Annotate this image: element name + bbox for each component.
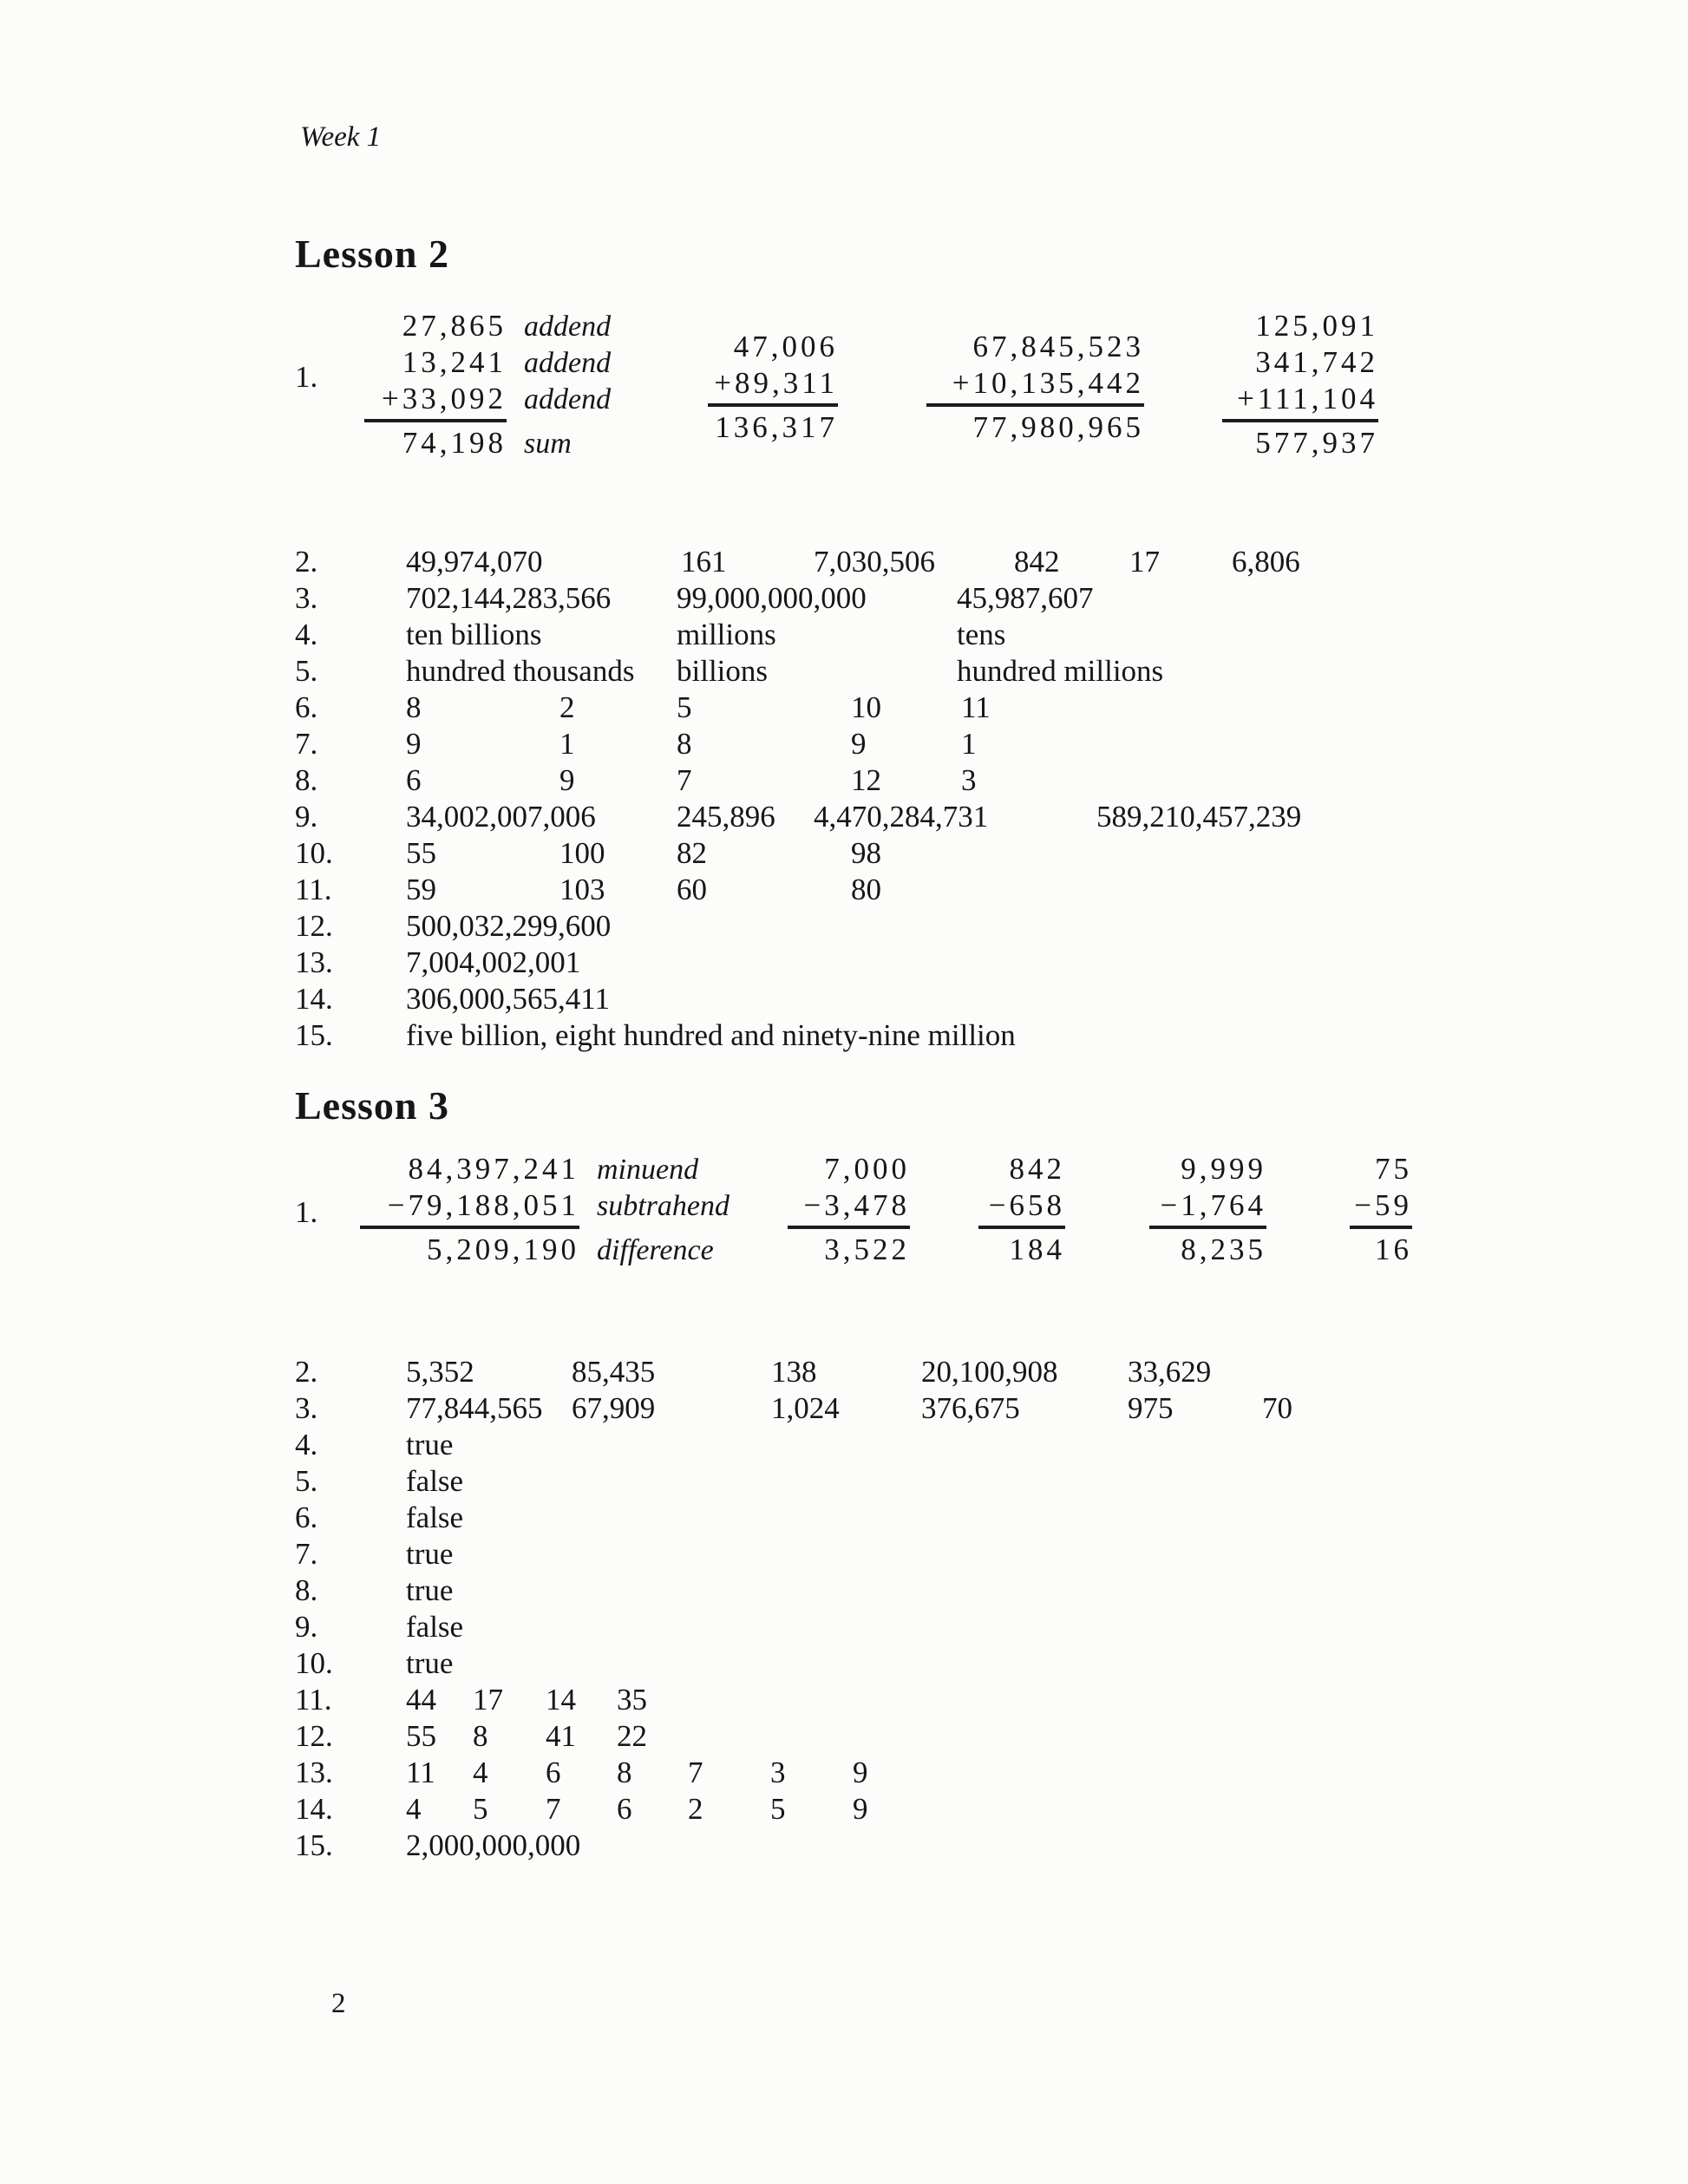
- result-label: difference: [597, 1234, 714, 1266]
- answer-value: 1: [961, 727, 977, 761]
- answer-row: [0, 1828, 1688, 1865]
- answer-value: true: [406, 1573, 454, 1607]
- answer-value: 10: [851, 690, 881, 724]
- answer-value: 8: [473, 1719, 488, 1753]
- item-number: 7.: [295, 727, 318, 761]
- answer-value: 2: [559, 690, 575, 724]
- item-number: 13.: [295, 945, 333, 979]
- answer-value: 60: [677, 873, 707, 906]
- result: 74,198: [364, 419, 507, 461]
- answer-value: 17: [473, 1683, 503, 1716]
- operand: −658: [988, 1188, 1065, 1222]
- answer-value: 6: [406, 763, 422, 797]
- subtraction-stack: [1350, 1151, 1412, 1268]
- item-number: 11.: [295, 873, 332, 906]
- result: 5,209,190: [360, 1226, 579, 1268]
- stack-sum-line: [1222, 419, 1378, 461]
- stack-sum-line: [360, 1226, 730, 1269]
- operand: 7,000: [824, 1152, 910, 1186]
- answer-value: 33,629: [1128, 1355, 1212, 1389]
- answer-value: 7,030,506: [814, 545, 935, 579]
- item-number: 5.: [295, 1464, 318, 1498]
- stack-sum-line: [788, 1226, 910, 1268]
- answer-value: 59: [406, 873, 436, 906]
- operand: 47,006: [733, 330, 838, 363]
- item-number: 3.: [295, 1391, 318, 1425]
- item-number: 6.: [295, 690, 318, 724]
- item-number: 10.: [295, 1646, 333, 1680]
- operand: −3,478: [803, 1188, 910, 1222]
- result: 3,522: [788, 1226, 910, 1268]
- operand-label: addend: [524, 347, 612, 379]
- answer-value: 35: [617, 1683, 647, 1716]
- item-number: 10.: [295, 836, 333, 870]
- stack-line: [788, 1187, 910, 1224]
- item-number: 14.: [295, 1792, 333, 1826]
- answer-value: 8: [406, 690, 422, 724]
- item-number: 2.: [295, 545, 318, 579]
- answer-value: 80: [851, 873, 881, 906]
- stack-line: [1149, 1187, 1266, 1224]
- answer-value: 82: [677, 836, 707, 870]
- operand: 341,742: [1255, 345, 1378, 379]
- answer-value: 12: [851, 763, 881, 797]
- result: 16: [1350, 1226, 1412, 1268]
- answer-row: [0, 727, 1688, 763]
- stack-line: [1222, 344, 1378, 381]
- answer-row: [0, 1018, 1688, 1055]
- answer-value: 55: [406, 836, 436, 870]
- answer-value: 306,000,565,411: [406, 982, 610, 1016]
- answer-row: [0, 982, 1688, 1018]
- operand: 67,845,523: [972, 330, 1144, 363]
- answer-row: [0, 945, 1688, 982]
- lesson2-problem1-number: 1.: [295, 360, 318, 394]
- answer-value: 77,844,565: [406, 1391, 543, 1425]
- operand: 842: [1009, 1152, 1065, 1186]
- stack-line: [1222, 308, 1378, 344]
- answer-value: 7: [688, 1756, 703, 1789]
- answer-value: 589,210,457,239: [1096, 800, 1302, 834]
- answer-value: 103: [559, 873, 605, 906]
- answer-value: 5: [770, 1792, 786, 1826]
- stack-line: [1350, 1187, 1412, 1224]
- page-number: 2: [331, 1988, 346, 2019]
- answer-value: 9: [851, 727, 867, 761]
- stack-line: [364, 344, 611, 381]
- stack-sum-line: [1350, 1226, 1412, 1268]
- answer-row: [0, 873, 1688, 909]
- answer-value: 9: [853, 1756, 868, 1789]
- answer-value: 7,004,002,001: [406, 945, 581, 979]
- item-number: 9.: [295, 800, 318, 834]
- item-number: 4.: [295, 618, 318, 651]
- item-number: 12.: [295, 909, 333, 943]
- operand: −79,188,051: [387, 1188, 579, 1222]
- answer-value: 376,675: [921, 1391, 1020, 1425]
- answer-value: 49,974,070: [406, 545, 543, 579]
- answer-value: false: [406, 1610, 464, 1644]
- answer-value: 70: [1262, 1391, 1292, 1425]
- stack-line: [978, 1187, 1065, 1224]
- answer-value: 98: [851, 836, 881, 870]
- subtraction-stack: [978, 1151, 1065, 1268]
- result: 577,937: [1222, 419, 1378, 461]
- item-number: 4.: [295, 1428, 318, 1461]
- lesson3-problem1-number: 1.: [295, 1195, 318, 1229]
- addition-stack: [364, 308, 611, 462]
- stack-line: [1149, 1151, 1266, 1187]
- stack-sum-line: [1149, 1226, 1266, 1268]
- operand: 125,091: [1255, 309, 1378, 343]
- answer-row: [0, 836, 1688, 873]
- answer-row: [0, 690, 1688, 727]
- item-number: 8.: [295, 1573, 318, 1607]
- answer-value: 45,987,607: [957, 581, 1094, 615]
- stack-line: [360, 1151, 730, 1187]
- subtraction-stack: [788, 1151, 910, 1268]
- answer-value: 1: [559, 727, 575, 761]
- answer-row: [0, 1573, 1688, 1610]
- answer-row: [0, 545, 1688, 581]
- stack-line: [708, 329, 838, 365]
- answer-value: 6: [546, 1756, 561, 1789]
- result: 136,317: [708, 403, 838, 446]
- subtraction-stack: [360, 1151, 730, 1269]
- answer-value: false: [406, 1501, 464, 1534]
- answer-value: 41: [546, 1719, 576, 1753]
- answer-value: 55: [406, 1719, 436, 1753]
- stack-line: [708, 365, 838, 402]
- answer-value: 99,000,000,000: [677, 581, 867, 615]
- operand: +10,135,442: [952, 366, 1144, 400]
- subtraction-stack: [1149, 1151, 1266, 1268]
- answer-value: 245,896: [677, 800, 775, 834]
- answer-value: 1,024: [771, 1391, 840, 1425]
- answer-value: 161: [681, 545, 727, 579]
- operand: 84,397,241: [408, 1152, 579, 1186]
- answer-value: 9: [853, 1792, 868, 1826]
- answer-value: 9: [406, 727, 422, 761]
- operand: 9,999: [1181, 1152, 1266, 1186]
- answer-value: 4: [473, 1756, 488, 1789]
- answer-value: tens: [957, 618, 1006, 651]
- stack-sum-line: [364, 419, 611, 462]
- item-number: 9.: [295, 1610, 318, 1644]
- stack-line: [360, 1187, 730, 1224]
- answer-value: true: [406, 1428, 454, 1461]
- answer-value: 7: [677, 763, 692, 797]
- answer-row: [0, 654, 1688, 690]
- item-number: 3.: [295, 581, 318, 615]
- answer-value: 11: [406, 1756, 435, 1789]
- answer-value: hundred millions: [957, 654, 1164, 688]
- answer-value: 3: [770, 1756, 786, 1789]
- stack-sum-line: [926, 403, 1144, 446]
- answer-value: billions: [677, 654, 769, 688]
- operand: 27,865: [402, 309, 507, 343]
- answer-row: [0, 1646, 1688, 1683]
- operand-label: addend: [524, 383, 612, 415]
- item-number: 15.: [295, 1018, 333, 1052]
- answer-row: [0, 1391, 1688, 1428]
- lesson3-heading: Lesson 3: [295, 1083, 449, 1128]
- answer-value: 9: [559, 763, 575, 797]
- answer-value: 8: [617, 1756, 632, 1789]
- answer-value: 3: [961, 763, 977, 797]
- operand-label: subtrahend: [597, 1190, 730, 1222]
- operand: 13,241: [402, 345, 507, 379]
- stack-line: [788, 1151, 910, 1187]
- operand: 75: [1375, 1152, 1412, 1186]
- answer-value: 5: [677, 690, 692, 724]
- answer-value: 85,435: [572, 1355, 656, 1389]
- stack-line: [364, 381, 611, 417]
- operand: −59: [1354, 1188, 1412, 1222]
- answer-row: [0, 1719, 1688, 1756]
- operand: +33,092: [382, 382, 507, 415]
- item-number: 14.: [295, 982, 333, 1016]
- answer-value: 4,470,284,731: [814, 800, 989, 834]
- item-number: 15.: [295, 1828, 333, 1862]
- answer-value: 5,352: [406, 1355, 474, 1389]
- answer-value: 20,100,908: [921, 1355, 1058, 1389]
- answer-value: 975: [1128, 1391, 1174, 1425]
- operand: +89,311: [714, 366, 838, 400]
- answer-value: 2: [688, 1792, 703, 1826]
- answer-value: 2,000,000,000: [406, 1828, 581, 1862]
- answer-value: 100: [559, 836, 605, 870]
- answer-value: 14: [546, 1683, 576, 1716]
- answer-value: five billion, eight hundred and ninety-nine million: [406, 1018, 1016, 1052]
- stack-line: [926, 329, 1144, 365]
- answer-value: 138: [771, 1355, 817, 1389]
- answer-value: 44: [406, 1683, 436, 1716]
- answer-row: [0, 1683, 1688, 1719]
- answer-value: 8: [677, 727, 692, 761]
- answer-row: [0, 581, 1688, 618]
- result-label: sum: [524, 428, 572, 460]
- week-label: Week 1: [300, 121, 382, 153]
- operand-label: addend: [524, 311, 612, 343]
- addition-stack: [1222, 308, 1378, 461]
- answer-value: 17: [1129, 545, 1160, 579]
- answer-row: [0, 1610, 1688, 1646]
- item-number: 5.: [295, 654, 318, 688]
- operand: −1,764: [1160, 1188, 1266, 1222]
- result: 184: [978, 1226, 1065, 1268]
- answer-row: [0, 618, 1688, 654]
- answer-value: 5: [473, 1792, 488, 1826]
- stack-line: [926, 365, 1144, 402]
- answer-value: 4: [406, 1792, 422, 1826]
- answer-value: 22: [617, 1719, 647, 1753]
- answer-row: [0, 1792, 1688, 1828]
- item-number: 13.: [295, 1756, 333, 1789]
- answer-row: [0, 909, 1688, 945]
- answer-row: [0, 1355, 1688, 1391]
- answer-value: 34,002,007,006: [406, 800, 596, 834]
- answer-value: false: [406, 1464, 464, 1498]
- item-number: 12.: [295, 1719, 333, 1753]
- item-number: 8.: [295, 763, 318, 797]
- stack-line: [1350, 1151, 1412, 1187]
- answer-row: [0, 763, 1688, 800]
- answer-row: [0, 1501, 1688, 1537]
- answer-row: [0, 1756, 1688, 1792]
- answer-value: 842: [1014, 545, 1060, 579]
- answer-value: 7: [546, 1792, 561, 1826]
- answer-value: 500,032,299,600: [406, 909, 612, 943]
- answer-value: 67,909: [572, 1391, 656, 1425]
- stack-line: [364, 308, 611, 344]
- stack-sum-line: [978, 1226, 1065, 1268]
- answer-value: true: [406, 1537, 454, 1571]
- stack-line: [978, 1151, 1065, 1187]
- stack-sum-line: [708, 403, 838, 446]
- addition-stack: [708, 329, 838, 446]
- answer-value: millions: [677, 618, 776, 651]
- item-number: 2.: [295, 1355, 318, 1389]
- answer-row: [0, 1537, 1688, 1573]
- answer-value: 702,144,283,566: [406, 581, 612, 615]
- stack-line: [1222, 381, 1378, 417]
- answer-value: true: [406, 1646, 454, 1680]
- answer-value: ten billions: [406, 618, 542, 651]
- answer-row: [0, 1464, 1688, 1501]
- addition-stack: [926, 329, 1144, 446]
- answer-row: [0, 1428, 1688, 1464]
- answer-value: 11: [961, 690, 991, 724]
- operand: +111,104: [1237, 382, 1378, 415]
- answer-value: 6,806: [1232, 545, 1300, 579]
- item-number: 7.: [295, 1537, 318, 1571]
- lesson2-heading: Lesson 2: [295, 232, 449, 276]
- answer-value: hundred thousands: [406, 654, 635, 688]
- item-number: 6.: [295, 1501, 318, 1534]
- answer-row: [0, 800, 1688, 836]
- result: 77,980,965: [926, 403, 1144, 446]
- result: 8,235: [1149, 1226, 1266, 1268]
- item-number: 11.: [295, 1683, 332, 1716]
- operand-label: minuend: [597, 1154, 699, 1186]
- answer-value: 6: [617, 1792, 632, 1826]
